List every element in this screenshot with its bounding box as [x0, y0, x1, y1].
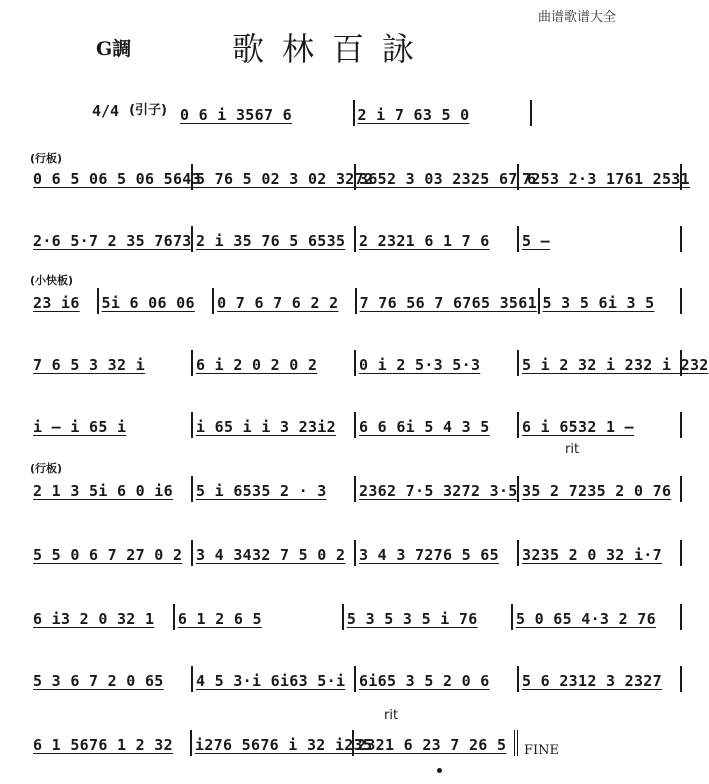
music-line — [30, 164, 690, 190]
rit-mark: rit — [384, 708, 399, 723]
measure: 35 2 7235 2 0 76 — [519, 476, 682, 502]
measure: 7253 2·3 1761 2531 — [519, 164, 682, 190]
measure: 3 4 3 7276 5 65 — [356, 540, 519, 566]
music-line — [30, 540, 682, 566]
measure: 3 4 3432 7 5 0 2 — [193, 540, 356, 566]
measure: 2 2321 6 1 7 6 — [356, 226, 519, 252]
measure: 3652 3 03 2325 67 6 — [356, 164, 519, 190]
song-title: 歌林百詠 — [232, 30, 433, 68]
tempo-mark: (行板) — [30, 152, 63, 165]
music-line — [30, 288, 682, 314]
measure: 5 76 5 02 3 02 3272 — [193, 164, 356, 190]
measure: 4 5 3·i 6i63 5·i — [193, 666, 356, 692]
measure: 5 i 6535 2 · 3 — [193, 476, 356, 502]
measure: 5 5 0 6 7 27 0 2 — [30, 540, 193, 566]
music-line — [30, 666, 682, 692]
measure: 2362 7·5 3272 3·5 — [356, 476, 519, 502]
measure: 0 6 i 3567 6 — [177, 100, 355, 126]
measure: 5 3 5 6i 3 5 — [540, 288, 683, 314]
time-signature: 4/4 — [92, 102, 120, 120]
site-watermark: 曲谱歌谱大全 — [538, 10, 617, 25]
rit-mark: rit — [565, 442, 580, 457]
measure: 23 i6 — [30, 288, 99, 314]
measure: 0 6 5 06 5 06 5643 — [30, 164, 193, 190]
measure: 6 1 5676 1 2 32 — [30, 730, 192, 756]
measure: 5 3 6 7 2 0 65 — [30, 666, 193, 692]
tempo-mark: (行板) — [30, 462, 63, 475]
measure: 5i 6 06 06 — [99, 288, 215, 314]
intro-line — [92, 100, 532, 126]
measure: 7 6 5 3 32 i — [30, 350, 193, 376]
measure: 6 i3 2 0 32 1 — [30, 604, 175, 630]
fine-mark: FINE — [524, 743, 560, 758]
music-line — [30, 350, 709, 376]
measure: 6 i 6532 1 — — [519, 412, 682, 438]
measure: 5 i 2 32 i 232 i 232 — [519, 350, 682, 376]
measure: 6 i 2 0 2 0 2 — [193, 350, 356, 376]
measure: 6i65 3 5 2 0 6 — [356, 666, 519, 692]
measure: 5 — — [519, 226, 682, 252]
measure: 0 i 2 5·3 5·3 — [356, 350, 519, 376]
measure: 5 3 5 3 5 i 76 — [344, 604, 513, 630]
key-signature: G調 — [96, 38, 132, 60]
intro-label: (引子) — [129, 103, 167, 118]
measure: i276 5676 i 32 i235 — [192, 730, 354, 756]
measure: 2·6 5·7 2 35 7673 — [30, 226, 193, 252]
measure: 6 6 6i 5 4 3 5 — [356, 412, 519, 438]
measure: i 65 i i 3 23i2 — [193, 412, 356, 438]
measure: 2 i 35 76 5 6535 — [193, 226, 356, 252]
measure: 2 i 7 63 5 0 — [355, 100, 533, 126]
music-line — [30, 730, 518, 756]
measure: 7 76 56 7 6765 3561 — [357, 288, 540, 314]
measure: 5 0 65 4·3 2 76 — [513, 604, 682, 630]
decorative-dot — [437, 768, 442, 773]
music-line — [30, 604, 682, 630]
tempo-mark: (小快板) — [30, 274, 74, 287]
measure: i — i 65 i — [30, 412, 193, 438]
music-line — [30, 476, 682, 502]
music-line — [30, 226, 682, 252]
music-line — [30, 412, 682, 438]
measure: 2321 6 23 7 26 5 — [354, 730, 518, 756]
measure: 6 1 2 6 5 — [175, 604, 344, 630]
measure: 2 1 3 5i 6 0 i6 — [30, 476, 193, 502]
measure: 3235 2 0 32 i·7 — [519, 540, 682, 566]
measure: 0 7 6 7 6 2 2 — [214, 288, 357, 314]
measure: 5 6 2312 3 2327 — [519, 666, 682, 692]
